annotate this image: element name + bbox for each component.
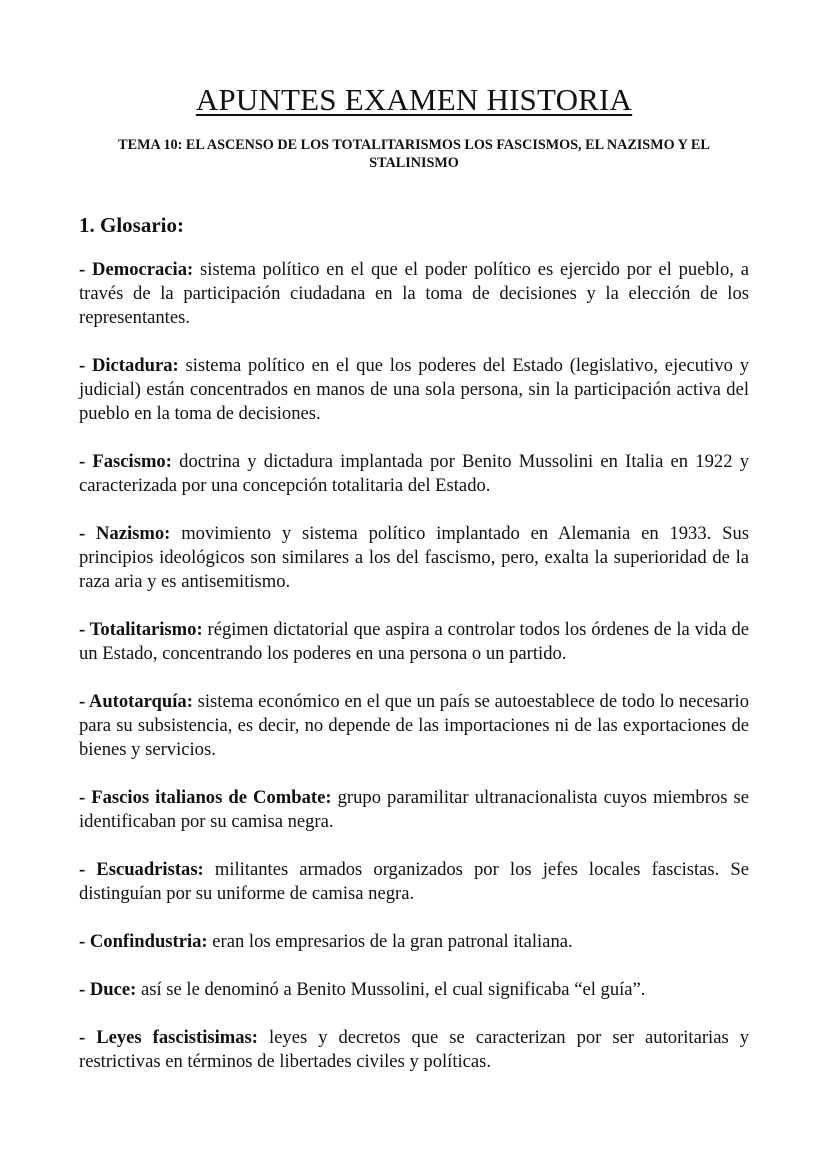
glossary-definition: eran los empresarios de la gran patronal italiana. [207,931,573,952]
glossary-term: - Escuadristas: [79,859,204,880]
glossary-definition: régimen dictatorial que aspira a controlar todos los órdenes de la vida de un Estado, concentrando los poderes en una persona o un partido. [79,619,750,664]
glossary-entry-fascios-italianos [79,786,749,834]
glossary-term: - Autotarquía: [79,691,193,712]
glossary-definition: así se le denominó a Benito Mussolini, el cual significaba “el guía”. [136,979,646,1000]
glossary-definition: sistema económico en el que un país se autoestablece de todo lo necesario para su subsistencia, es decir, no depende de las importaciones ni de las exportaciones de bienes y servicios. [79,691,749,760]
glossary-entry-totalitarismo [79,618,749,666]
glossary-term: - Totalitarismo: [79,619,203,640]
section-heading-glosario: 1. Glosario: [79,213,184,237]
glossary-definition: leyes y decretos que se caracterizan por ser autoritarias y restrictivas en términos de libertades civiles y políticas. [79,1027,749,1072]
glossary-entry-duce [79,978,749,1002]
glossary-term: - Fascismo: [79,451,172,472]
glossary-list [79,258,749,1074]
glossary-term: - Dictadura: [79,355,179,376]
document-subtitle: TEMA 10: EL ASCENSO DE LOS TOTALITARISMOS LOS FASCISMOS, EL NAZISMO Y EL STALINISMO [118,137,710,171]
glossary-definition: grupo paramilitar ultranacionalista cuyos miembros se identificaban por su camisa negra. [79,787,749,832]
glossary-term: - Democracia: [79,259,194,280]
glossary-definition: militantes armados organizados por los jefes locales fascistas. Se distinguían por su uniforme de camisa negra. [79,859,749,904]
glossary-entry-escuadristas [79,858,749,906]
glossary-term: - Nazismo: [79,523,171,544]
glossary-entry-confindustria [79,930,749,954]
glossary-definition: movimiento y sistema político implantado en Alemania en 1933. Sus principios ideológicos son similares a los del fascismo, pero, exalta la superioridad de la raza aria y es antisemitismo. [79,523,749,592]
glossary-entry-leyes-fascistisimas [79,1026,749,1074]
glossary-term: - Leyes fascistisimas: [79,1027,258,1048]
document-page [79,0,749,1098]
document-title: APUNTES EXAMEN HISTORIA [195,82,633,117]
glossary-term: - Confindustria: [79,931,208,952]
glossary-entry-fascismo [79,450,749,498]
glossary-definition: doctrina y dictadura implantada por Benito Mussolini en Italia en 1922 y caracterizada por una concepción totalitaria del Estado. [79,451,749,496]
glossary-definition: sistema político en el que el poder político es ejercido por el pueblo, a través de la participación ciudadana en la toma de decisiones y la elección de los representantes. [79,259,749,328]
glossary-definition: sistema político en el que los poderes del Estado (legislativo, ejecutivo y judicial) están concentrados en manos de una sola persona, sin la participación activa del pueblo en la toma de decisiones. [79,355,749,424]
glossary-term: - Duce: [79,979,137,1000]
glossary-entry-autotarquia [79,690,749,762]
glossary-entry-nazismo [79,522,749,594]
glossary-term: - Fascios italianos de Combate: [79,787,332,808]
glossary-entry-dictadura [79,354,749,426]
glossary-entry-democracia [79,258,749,330]
